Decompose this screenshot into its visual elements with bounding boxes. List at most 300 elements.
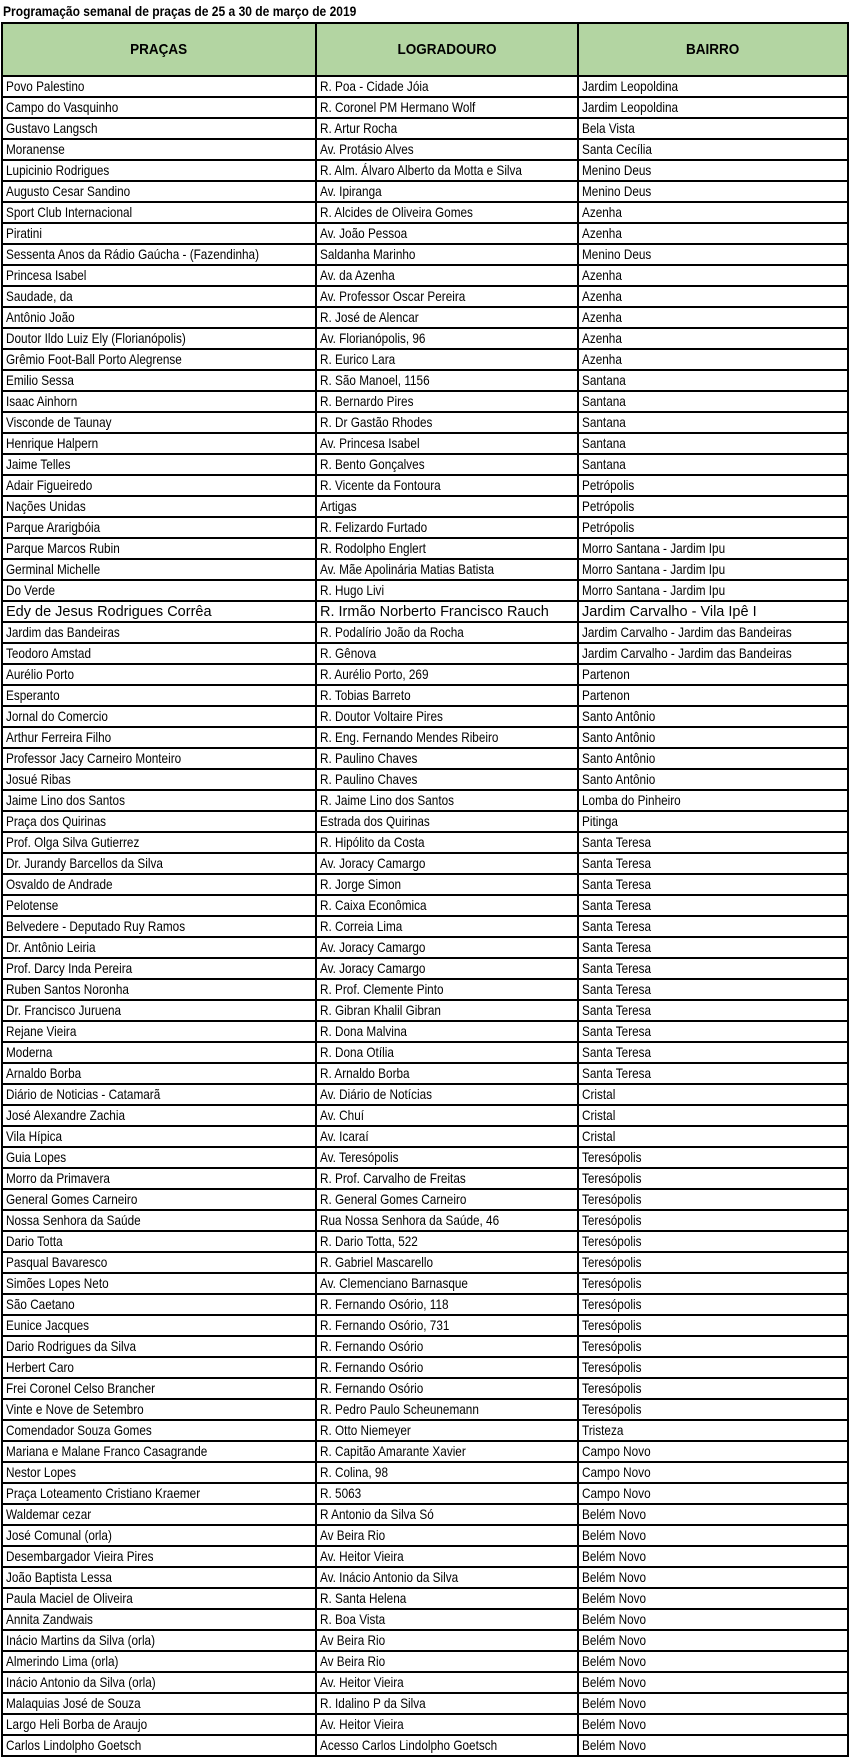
table-row — [2, 1483, 848, 1504]
praca-cell: Dario Totta — [2, 1231, 316, 1252]
logradouro-cell: Av. Ipiranga — [316, 181, 578, 202]
logradouro-cell: R. Jorge Simon — [316, 874, 578, 895]
praca-cell: Praça Loteamento Cristiano Kraemer — [2, 1483, 316, 1504]
bairro-cell: Belém Novo — [578, 1672, 848, 1693]
praca-cell: Largo Heli Borba de Araujo — [2, 1714, 316, 1735]
logradouro-cell: Av. Chuí — [316, 1105, 578, 1126]
bairro-cell: Petrópolis — [578, 475, 848, 496]
praca-cell: Mariana e Malane Franco Casagrande — [2, 1441, 316, 1462]
praca-cell: Professor Jacy Carneiro Monteiro — [2, 748, 316, 769]
bairro-cell: Belém Novo — [578, 1525, 848, 1546]
table-row — [2, 874, 848, 895]
bairro-cell: Teresópolis — [578, 1357, 848, 1378]
bairro-cell: Belém Novo — [578, 1567, 848, 1588]
table-row — [2, 685, 848, 706]
bairro-cell: Santa Teresa — [578, 1000, 848, 1021]
bairro-cell: Santana — [578, 370, 848, 391]
table-row — [2, 1210, 848, 1231]
table-row — [2, 1651, 848, 1672]
bairro-cell: Azenha — [578, 328, 848, 349]
table-row — [2, 1714, 848, 1735]
praca-cell: Aurélio Porto — [2, 664, 316, 685]
table-row — [2, 538, 848, 559]
table-row — [2, 979, 848, 1000]
table-row — [2, 454, 848, 475]
praca-cell: Edy de Jesus Rodrigues Corrêa — [2, 601, 316, 622]
bairro-cell: Santa Cecília — [578, 139, 848, 160]
praca-cell: Eunice Jacques — [2, 1315, 316, 1336]
logradouro-cell: R. Bento Gonçalves — [316, 454, 578, 475]
table-row — [2, 1546, 848, 1567]
logradouro-cell: R. Boa Vista — [316, 1609, 578, 1630]
bairro-cell: Santo Antônio — [578, 748, 848, 769]
logradouro-cell: R. Colina, 98 — [316, 1462, 578, 1483]
logradouro-cell: R. José de Alencar — [316, 307, 578, 328]
table-row — [2, 664, 848, 685]
bairro-cell: Santo Antônio — [578, 769, 848, 790]
bairro-cell: Cristal — [578, 1084, 848, 1105]
logradouro-cell: R. Rodolpho Englert — [316, 538, 578, 559]
logradouro-cell: R. Correia Lima — [316, 916, 578, 937]
logradouro-cell: R. Idalino P da Silva — [316, 1693, 578, 1714]
logradouro-cell: Av. Professor Oscar Pereira — [316, 286, 578, 307]
praca-cell: João Baptista Lessa — [2, 1567, 316, 1588]
bairro-cell: Belém Novo — [578, 1693, 848, 1714]
logradouro-cell: R. Felizardo Furtado — [316, 517, 578, 538]
bairro-cell: Teresópolis — [578, 1315, 848, 1336]
table-row — [2, 1189, 848, 1210]
logradouro-cell: R. Paulino Chaves — [316, 769, 578, 790]
logradouro-cell: R. Hipólito da Costa — [316, 832, 578, 853]
table-row — [2, 748, 848, 769]
table-row — [2, 1504, 848, 1525]
praca-cell: Esperanto — [2, 685, 316, 706]
table-row — [2, 853, 848, 874]
table-row — [2, 286, 848, 307]
praca-cell: Dr. Francisco Juruena — [2, 1000, 316, 1021]
table-row — [2, 1399, 848, 1420]
logradouro-cell: R. Artur Rocha — [316, 118, 578, 139]
logradouro-cell: R. Fernando Osório, 731 — [316, 1315, 578, 1336]
table-row — [2, 202, 848, 223]
header-cell-logradouro: LOGRADOURO — [316, 23, 578, 76]
table-row — [2, 118, 848, 139]
praca-cell: Diário de Noticias - Catamarã — [2, 1084, 316, 1105]
bairro-cell: Santana — [578, 433, 848, 454]
bairro-cell: Belém Novo — [578, 1735, 848, 1756]
logradouro-cell: R. Dario Totta, 522 — [316, 1231, 578, 1252]
bairro-cell: Santana — [578, 412, 848, 433]
table-row — [2, 223, 848, 244]
logradouro-cell: R. Dona Otília — [316, 1042, 578, 1063]
bairro-cell: Morro Santana - Jardim Ipu — [578, 538, 848, 559]
praca-cell: Augusto Cesar Sandino — [2, 181, 316, 202]
logradouro-cell: R. Irmão Norberto Francisco Rauch — [316, 601, 578, 622]
praca-cell: Inácio Antonio da Silva (orla) — [2, 1672, 316, 1693]
table-row — [2, 265, 848, 286]
bairro-cell: Azenha — [578, 223, 848, 244]
praca-cell: Jornal do Comercio — [2, 706, 316, 727]
praca-cell: Praça dos Quirinas — [2, 811, 316, 832]
bairro-cell: Azenha — [578, 265, 848, 286]
bairro-cell: Santa Teresa — [578, 1042, 848, 1063]
table-row — [2, 1126, 848, 1147]
bairro-cell: Santana — [578, 391, 848, 412]
praca-cell: Simões Lopes Neto — [2, 1273, 316, 1294]
table-row — [2, 895, 848, 916]
table-row — [2, 307, 848, 328]
praca-cell: Nestor Lopes — [2, 1462, 316, 1483]
praca-cell: Paula Maciel de Oliveira — [2, 1588, 316, 1609]
table-row — [2, 1462, 848, 1483]
praca-cell: Josué Ribas — [2, 769, 316, 790]
table-row — [2, 1042, 848, 1063]
praca-cell: São Caetano — [2, 1294, 316, 1315]
bairro-cell: Cristal — [578, 1105, 848, 1126]
praca-cell: Frei Coronel Celso Brancher — [2, 1378, 316, 1399]
logradouro-cell: Av. Heitor Vieira — [316, 1714, 578, 1735]
table-row — [2, 1693, 848, 1714]
praca-cell: Moranense — [2, 139, 316, 160]
bairro-cell: Pitinga — [578, 811, 848, 832]
logradouro-cell: R. Arnaldo Borba — [316, 1063, 578, 1084]
logradouro-cell: R. Alm. Álvaro Alberto da Motta e Silva — [316, 160, 578, 181]
table-row — [2, 601, 848, 622]
pracas-table — [1, 22, 849, 1757]
praca-cell: Antônio João — [2, 307, 316, 328]
bairro-cell: Santa Teresa — [578, 895, 848, 916]
praca-cell: Piratini — [2, 223, 316, 244]
bairro-cell: Belém Novo — [578, 1651, 848, 1672]
praca-cell: Doutor Ildo Luiz Ely (Florianópolis) — [2, 328, 316, 349]
logradouro-cell: R. Eurico Lara — [316, 349, 578, 370]
bairro-cell: Teresópolis — [578, 1336, 848, 1357]
logradouro-cell: R. Coronel PM Hermano Wolf — [316, 97, 578, 118]
bairro-cell: Partenon — [578, 664, 848, 685]
logradouro-cell: R. Pedro Paulo Scheunemann — [316, 1399, 578, 1420]
bairro-cell: Teresópolis — [578, 1252, 848, 1273]
table-row — [2, 1420, 848, 1441]
praca-cell: Povo Palestino — [2, 76, 316, 97]
table-row — [2, 1273, 848, 1294]
praca-cell: Dario Rodrigues da Silva — [2, 1336, 316, 1357]
table-row — [2, 349, 848, 370]
logradouro-cell: R. Prof. Carvalho de Freitas — [316, 1168, 578, 1189]
table-row — [2, 811, 848, 832]
bairro-cell: Teresópolis — [578, 1399, 848, 1420]
logradouro-cell: Av. Joracy Camargo — [316, 958, 578, 979]
table-row — [2, 139, 848, 160]
bairro-cell: Jardim Carvalho - Jardim das Bandeiras — [578, 643, 848, 664]
logradouro-cell: R. Dr Gastão Rhodes — [316, 412, 578, 433]
logradouro-cell: Av. Icaraí — [316, 1126, 578, 1147]
bairro-cell: Santa Teresa — [578, 937, 848, 958]
table-row — [2, 370, 848, 391]
praca-cell: Sessenta Anos da Rádio Gaúcha - (Fazendinha) — [2, 244, 316, 265]
table-row — [2, 328, 848, 349]
praca-cell: Prof. Olga Silva Gutierrez — [2, 832, 316, 853]
table-row — [2, 958, 848, 979]
logradouro-cell: Saldanha Marinho — [316, 244, 578, 265]
logradouro-cell: R. Capitão Amarante Xavier — [316, 1441, 578, 1462]
table-row — [2, 1294, 848, 1315]
logradouro-cell: Av. Clemenciano Barnasque — [316, 1273, 578, 1294]
table-row — [2, 832, 848, 853]
page-title — [0, 0, 849, 22]
bairro-cell: Santa Teresa — [578, 874, 848, 895]
header-cell-pracas: PRAÇAS — [2, 23, 316, 76]
table-row — [2, 1630, 848, 1651]
praca-cell: Osvaldo de Andrade — [2, 874, 316, 895]
bairro-cell: Teresópolis — [578, 1210, 848, 1231]
praca-cell: Guia Lopes — [2, 1147, 316, 1168]
table-row — [2, 1378, 848, 1399]
praca-cell: Jaime Telles — [2, 454, 316, 475]
logradouro-cell: Av. Florianópolis, 96 — [316, 328, 578, 349]
praca-cell: Emilio Sessa — [2, 370, 316, 391]
table-row — [2, 643, 848, 664]
logradouro-cell: R. Bernardo Pires — [316, 391, 578, 412]
bairro-cell: Azenha — [578, 286, 848, 307]
praca-cell: Belvedere - Deputado Ruy Ramos — [2, 916, 316, 937]
bairro-cell: Belém Novo — [578, 1504, 848, 1525]
logradouro-cell: R. Podalírio João da Rocha — [316, 622, 578, 643]
bairro-cell: Tristeza — [578, 1420, 848, 1441]
praca-cell: Adair Figueiredo — [2, 475, 316, 496]
logradouro-cell: R. Poa - Cidade Jóia — [316, 76, 578, 97]
bairro-cell: Santa Teresa — [578, 1021, 848, 1042]
bairro-cell: Jardim Carvalho - Vila Ipê I — [578, 601, 848, 622]
logradouro-cell: Av. Diário de Notícias — [316, 1084, 578, 1105]
logradouro-cell: R. Tobias Barreto — [316, 685, 578, 706]
table-row — [2, 1441, 848, 1462]
bairro-cell: Belém Novo — [578, 1609, 848, 1630]
praca-cell: Parque Ararigbóia — [2, 517, 316, 538]
logradouro-cell: Av. Princesa Isabel — [316, 433, 578, 454]
praca-cell: Germinal Michelle — [2, 559, 316, 580]
bairro-cell: Santo Antônio — [578, 727, 848, 748]
bairro-cell: Teresópolis — [578, 1294, 848, 1315]
page-title-text: Programação semanal de praças de 25 a 30 de março de 2019 — [3, 3, 357, 19]
praca-cell: Jardim das Bandeiras — [2, 622, 316, 643]
logradouro-cell: R. Prof. Clemente Pinto — [316, 979, 578, 1000]
table-row — [2, 559, 848, 580]
praca-cell: Saudade, da — [2, 286, 316, 307]
bairro-cell: Morro Santana - Jardim Ipu — [578, 559, 848, 580]
bairro-cell: Teresópolis — [578, 1168, 848, 1189]
logradouro-cell: R. Otto Niemeyer — [316, 1420, 578, 1441]
table-row — [2, 916, 848, 937]
praca-cell: Annita Zandwais — [2, 1609, 316, 1630]
praca-cell: Carlos Lindolpho Goetsch — [2, 1735, 316, 1756]
praca-cell: Gustavo Langsch — [2, 118, 316, 139]
bairro-cell: Santa Teresa — [578, 958, 848, 979]
table-row — [2, 1063, 848, 1084]
praca-cell: Comendador Souza Gomes — [2, 1420, 316, 1441]
logradouro-cell: Av. João Pessoa — [316, 223, 578, 244]
logradouro-cell: Estrada dos Quirinas — [316, 811, 578, 832]
bairro-cell: Teresópolis — [578, 1378, 848, 1399]
praca-cell: Herbert Caro — [2, 1357, 316, 1378]
logradouro-cell: Av Beira Rio — [316, 1630, 578, 1651]
logradouro-cell: R. Fernando Osório, 118 — [316, 1294, 578, 1315]
table-row — [2, 1000, 848, 1021]
praca-cell: Arnaldo Borba — [2, 1063, 316, 1084]
table-row — [2, 517, 848, 538]
praca-cell: Pelotense — [2, 895, 316, 916]
bairro-cell: Belém Novo — [578, 1546, 848, 1567]
logradouro-cell: R. Vicente da Fontoura — [316, 475, 578, 496]
bairro-cell: Azenha — [578, 307, 848, 328]
table-row — [2, 97, 848, 118]
praca-cell: Dr. Jurandy Barcellos da Silva — [2, 853, 316, 874]
bairro-cell: Campo Novo — [578, 1483, 848, 1504]
table-row — [2, 181, 848, 202]
table-row — [2, 1357, 848, 1378]
praca-cell: General Gomes Carneiro — [2, 1189, 316, 1210]
bairro-cell: Menino Deus — [578, 160, 848, 181]
logradouro-cell: R. Fernando Osório — [316, 1378, 578, 1399]
bairro-cell: Santa Teresa — [578, 916, 848, 937]
praca-cell: Waldemar cezar — [2, 1504, 316, 1525]
table-row — [2, 1021, 848, 1042]
bairro-cell: Santa Teresa — [578, 1063, 848, 1084]
praca-cell: Ruben Santos Noronha — [2, 979, 316, 1000]
praca-cell: Lupicinio Rodrigues — [2, 160, 316, 181]
praca-cell: Vila Hípica — [2, 1126, 316, 1147]
logradouro-cell: Artigas — [316, 496, 578, 517]
praca-cell: Isaac Ainhorn — [2, 391, 316, 412]
logradouro-cell: Av Beira Rio — [316, 1525, 578, 1546]
table-row — [2, 1735, 848, 1756]
logradouro-cell: R. Alcides de Oliveira Gomes — [316, 202, 578, 223]
table-row — [2, 244, 848, 265]
logradouro-cell: Av Beira Rio — [316, 1651, 578, 1672]
logradouro-cell: Av. Joracy Camargo — [316, 937, 578, 958]
bairro-cell: Azenha — [578, 202, 848, 223]
praca-cell: Parque Marcos Rubin — [2, 538, 316, 559]
praca-cell: Desembargador Vieira Pires — [2, 1546, 316, 1567]
logradouro-cell: Av. Heitor Vieira — [316, 1546, 578, 1567]
table-row — [2, 1567, 848, 1588]
table-row — [2, 1252, 848, 1273]
bairro-cell: Jardim Leopoldina — [578, 76, 848, 97]
praca-cell: Morro da Primavera — [2, 1168, 316, 1189]
bairro-cell: Lomba do Pinheiro — [578, 790, 848, 811]
table-row — [2, 1336, 848, 1357]
logradouro-cell: R. São Manoel, 1156 — [316, 370, 578, 391]
table-row — [2, 475, 848, 496]
table-row — [2, 622, 848, 643]
table-row — [2, 1609, 848, 1630]
logradouro-cell: R. Gênova — [316, 643, 578, 664]
table-row — [2, 1105, 848, 1126]
logradouro-cell: R. Hugo Livi — [316, 580, 578, 601]
table-row — [2, 1231, 848, 1252]
praca-cell: Almerindo Lima (orla) — [2, 1651, 316, 1672]
praca-cell: Prof. Darcy Inda Pereira — [2, 958, 316, 979]
table-row — [2, 769, 848, 790]
praca-cell: Do Verde — [2, 580, 316, 601]
praca-cell: José Alexandre Zachia — [2, 1105, 316, 1126]
bairro-cell: Teresópolis — [578, 1147, 848, 1168]
logradouro-cell: R. General Gomes Carneiro — [316, 1189, 578, 1210]
table-row — [2, 160, 848, 181]
praca-cell: Jaime Lino dos Santos — [2, 790, 316, 811]
bairro-cell: Menino Deus — [578, 181, 848, 202]
logradouro-cell: R. Santa Helena — [316, 1588, 578, 1609]
logradouro-cell: Av. Teresópolis — [316, 1147, 578, 1168]
bairro-cell: Jardim Leopoldina — [578, 97, 848, 118]
praca-cell: José Comunal (orla) — [2, 1525, 316, 1546]
logradouro-cell: Av. da Azenha — [316, 265, 578, 286]
bairro-cell: Belém Novo — [578, 1630, 848, 1651]
bairro-cell: Bela Vista — [578, 118, 848, 139]
praca-cell: Malaquias José de Souza — [2, 1693, 316, 1714]
bairro-cell: Teresópolis — [578, 1231, 848, 1252]
praca-cell: Princesa Isabel — [2, 265, 316, 286]
bairro-cell: Petrópolis — [578, 517, 848, 538]
logradouro-cell: Acesso Carlos Lindolpho Goetsch — [316, 1735, 578, 1756]
bairro-cell: Jardim Carvalho - Jardim das Bandeiras — [578, 622, 848, 643]
praca-cell: Nações Unidas — [2, 496, 316, 517]
bairro-cell: Campo Novo — [578, 1441, 848, 1462]
praca-cell: Dr. Antônio Leiria — [2, 937, 316, 958]
logradouro-cell: Av. Inácio Antonio da Silva — [316, 1567, 578, 1588]
praca-cell: Campo do Vasquinho — [2, 97, 316, 118]
bairro-cell: Cristal — [578, 1126, 848, 1147]
table-body — [2, 76, 848, 1756]
logradouro-cell: R. Eng. Fernando Mendes Ribeiro — [316, 727, 578, 748]
logradouro-cell: Av. Mãe Apolinária Matias Batista — [316, 559, 578, 580]
table-row — [2, 1672, 848, 1693]
bairro-cell: Santa Teresa — [578, 832, 848, 853]
logradouro-cell: R. Aurélio Porto, 269 — [316, 664, 578, 685]
praca-cell: Teodoro Amstad — [2, 643, 316, 664]
table-row — [2, 76, 848, 97]
bairro-cell: Petrópolis — [578, 496, 848, 517]
table-row — [2, 790, 848, 811]
table-row — [2, 1588, 848, 1609]
praca-cell: Rejane Vieira — [2, 1021, 316, 1042]
bairro-cell: Teresópolis — [578, 1189, 848, 1210]
logradouro-cell: R. Paulino Chaves — [316, 748, 578, 769]
logradouro-cell: R. Caixa Econômica — [316, 895, 578, 916]
bairro-cell: Morro Santana - Jardim Ipu — [578, 580, 848, 601]
bairro-cell: Santo Antônio — [578, 706, 848, 727]
header-row — [2, 23, 848, 76]
table-row — [2, 1084, 848, 1105]
bairro-cell: Partenon — [578, 685, 848, 706]
logradouro-cell: R. Jaime Lino dos Santos — [316, 790, 578, 811]
table-row — [2, 1147, 848, 1168]
bairro-cell: Belém Novo — [578, 1714, 848, 1735]
logradouro-cell: R Antonio da Silva Só — [316, 1504, 578, 1525]
table-row — [2, 937, 848, 958]
praca-cell: Pasqual Bavaresco — [2, 1252, 316, 1273]
logradouro-cell: R. Fernando Osório — [316, 1336, 578, 1357]
logradouro-cell: Rua Nossa Senhora da Saúde, 46 — [316, 1210, 578, 1231]
praca-cell: Inácio Martins da Silva (orla) — [2, 1630, 316, 1651]
table-row — [2, 1525, 848, 1546]
bairro-cell: Menino Deus — [578, 244, 848, 265]
logradouro-cell: R. Gabriel Mascarello — [316, 1252, 578, 1273]
bairro-cell: Santa Teresa — [578, 979, 848, 1000]
bairro-cell: Teresópolis — [578, 1273, 848, 1294]
praca-cell: Visconde de Taunay — [2, 412, 316, 433]
table-row — [2, 433, 848, 454]
praca-cell: Arthur Ferreira Filho — [2, 727, 316, 748]
